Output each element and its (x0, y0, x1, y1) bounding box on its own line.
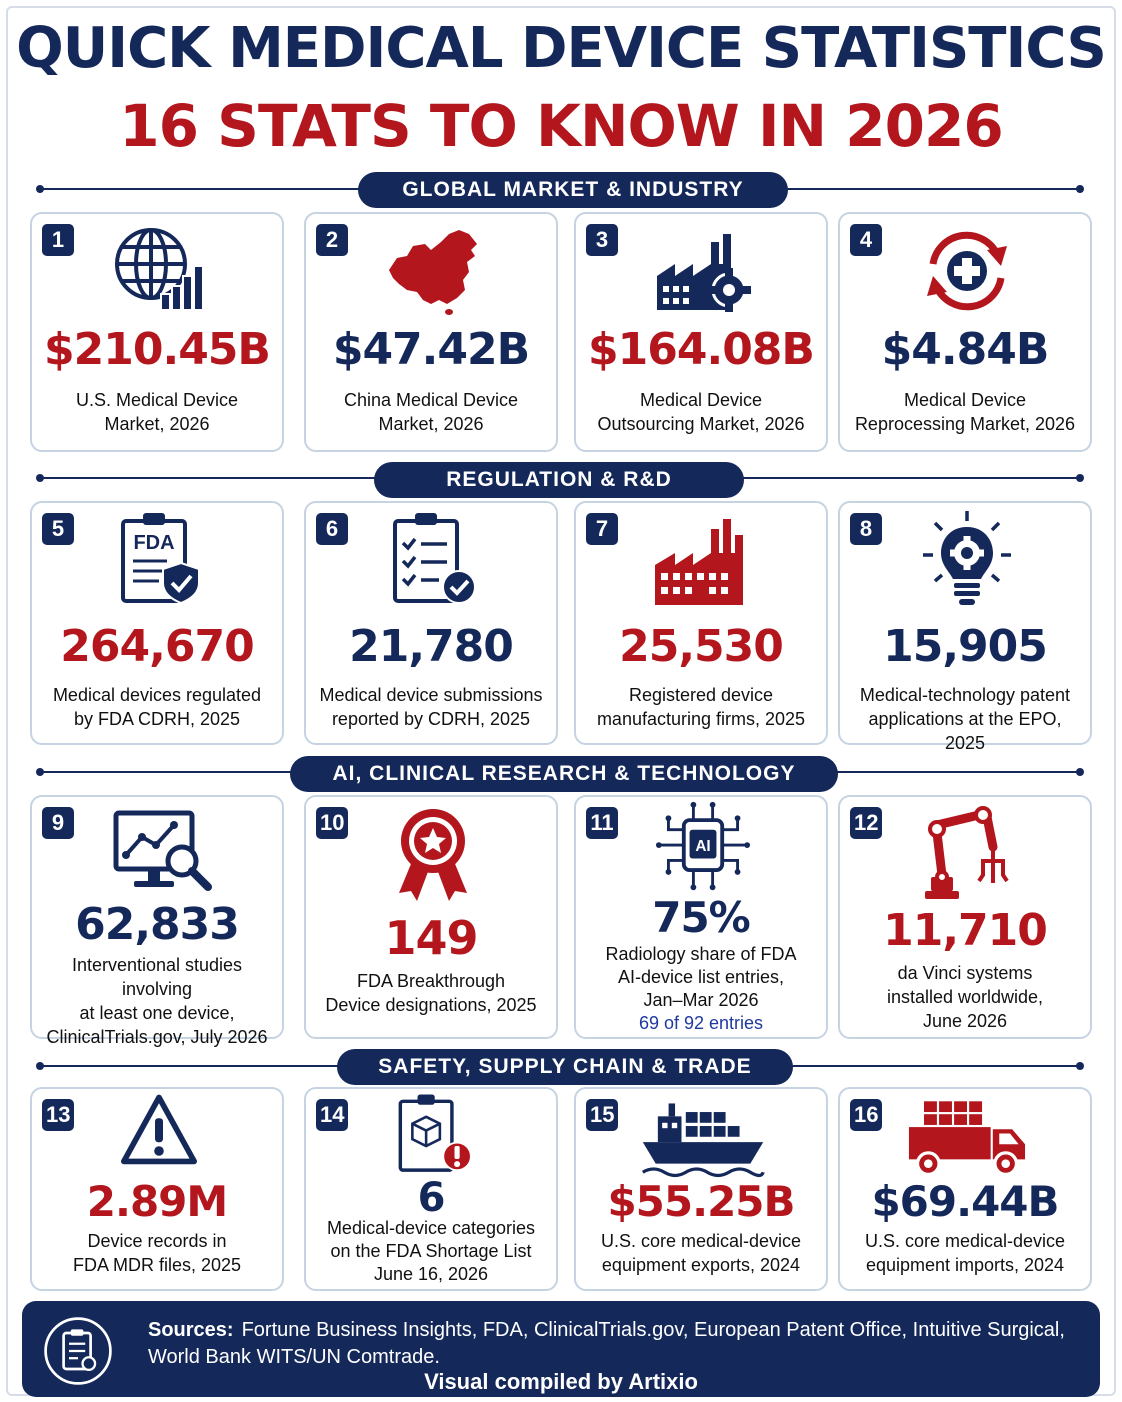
stat-description: da Vinci systems installed worldwide, June 2026 (886, 963, 1044, 1031)
stat-value: 2.89M (86, 1177, 228, 1226)
stat-card-9 (30, 795, 284, 1047)
stat-card-4 (838, 212, 1092, 452)
factory-gear-icon (653, 220, 753, 320)
stat-description: Medical-technology patent applications at the EPO, 2025 (859, 685, 1071, 753)
stat-subnote: 69 of 92 entries (638, 1013, 764, 1033)
stat-value: 6 (417, 1175, 445, 1221)
stat-description: U.S. Medical Device Market, 2026 (75, 390, 239, 434)
stat-number-badge: 12 (850, 807, 882, 839)
stat-number-badge: 10 (316, 807, 348, 839)
stat-value: 11,710 (883, 905, 1047, 956)
recycle-cross-icon (917, 220, 1017, 320)
page-subtitle: 16 STATS TO KNOW IN 2026 (119, 92, 1003, 160)
stat-number-badge: 3 (586, 224, 618, 256)
stat-number-badge: 11 (586, 807, 618, 839)
stat-number-badge: 2 (316, 224, 348, 256)
stat-number-badge: 7 (586, 513, 618, 545)
stat-value: $69.44B (871, 1177, 1059, 1226)
china-map-icon (383, 220, 483, 320)
stat-description: Medical Device Reprocessing Market, 2026 (854, 390, 1076, 434)
stat-number-badge: 15 (586, 1099, 618, 1131)
stat-value: 264,670 (60, 621, 254, 672)
monitor-search-icon (102, 803, 222, 903)
shortage-clipboard-icon (388, 1091, 478, 1177)
svg-text:FDA: FDA (133, 532, 175, 554)
stat-description: Medical-device categories on the FDA Shortage List June 16, 2026 (326, 1218, 536, 1284)
stat-card-5 (30, 501, 284, 745)
stat-card-8 (838, 501, 1092, 753)
section-header-safety-trade: SAFETY, SUPPLY CHAIN & TRADE (337, 1049, 793, 1085)
stat-number-badge: 16 (850, 1099, 882, 1131)
robotic-arm-icon (917, 803, 1017, 903)
stat-description: Medical Device Outsourcing Market, 2026 (597, 390, 805, 434)
stat-number-badge: 8 (850, 513, 882, 545)
stat-description: Registered device manufacturing firms, 2025 (596, 685, 806, 729)
stat-card-15 (574, 1087, 828, 1291)
stat-number-badge: 1 (42, 224, 74, 256)
stat-description: Radiology share of FDA AI-device list entries, Jan–Mar 2026 69 of 92 entries (582, 943, 820, 1035)
ai-chip-icon (653, 799, 753, 895)
stat-card-11 (574, 795, 828, 1039)
stat-number-badge: 9 (42, 807, 74, 839)
stat-value: 62,833 (75, 899, 239, 950)
stat-card-1 (30, 212, 284, 452)
stat-value: $55.25B (607, 1177, 795, 1226)
stat-description: Medical devices regulated by FDA CDRH, 2025 (52, 685, 262, 729)
stat-description: Medical device submissions reported by CDRH, 2025 (319, 685, 543, 729)
stat-description: U.S. core medical-device equipment exports, 2024 (600, 1231, 802, 1275)
stat-card-12 (838, 795, 1092, 1039)
cargo-truck-icon (902, 1097, 1032, 1183)
sources-label: Sources: (148, 1319, 234, 1341)
stat-card-13 (30, 1087, 284, 1291)
stat-value: 21,780 (349, 621, 513, 672)
warning-icon (119, 1091, 199, 1171)
stat-card-6 (304, 501, 558, 745)
stat-number-badge: 14 (316, 1099, 348, 1131)
stat-number-badge: 6 (316, 513, 348, 545)
globe-chart-icon (109, 220, 209, 320)
page-title: QUICK MEDICAL DEVICE STATISTICS (16, 16, 1106, 81)
stat-value: $4.84B (881, 324, 1049, 375)
section-header-ai-clinical: AI, CLINICAL RESEARCH & TECHNOLOGY (290, 756, 838, 792)
stat-number-badge: 4 (850, 224, 882, 256)
cargo-ship-icon (638, 1097, 768, 1183)
factory-icon (653, 509, 753, 609)
stat-card-10 (304, 795, 558, 1039)
svg-text:AI: AI (695, 837, 711, 855)
lightbulb-gear-icon (917, 509, 1017, 609)
sources-footer (22, 1301, 1100, 1397)
stat-description: FDA Breakthrough Device designations, 2025 (325, 971, 537, 1015)
stat-number-badge: 13 (42, 1099, 74, 1131)
stat-value: $164.08B (588, 324, 814, 375)
stat-description: Device records in FDA MDR files, 2025 (72, 1231, 242, 1275)
stat-value: 149 (384, 911, 478, 965)
award-ribbon-icon (383, 803, 483, 903)
stat-value: 15,905 (883, 621, 1047, 672)
stat-description: China Medical Device Market, 2026 (343, 390, 519, 434)
section-header-global-market: GLOBAL MARKET & INDUSTRY (358, 172, 788, 208)
sources-text: Sources: Fortune Business Insights, FDA, ClinicalTrials.gov, European Patent Office, Intuitive Surgical, World Bank WITS/UN Comtrade. (148, 1319, 1065, 1368)
stat-card-7 (574, 501, 828, 745)
credit-text: Visual compiled by Artixio (424, 1369, 698, 1394)
stat-card-2 (304, 212, 558, 452)
stat-description: U.S. core medical-device equipment imports, 2024 (864, 1231, 1066, 1275)
section-header-regulation: REGULATION & R&D (374, 462, 744, 498)
stat-value: $210.45B (44, 324, 270, 375)
fda-clipboard-shield-icon (109, 509, 209, 609)
checklist-clipboard-icon (383, 509, 483, 609)
stat-value: 25,530 (619, 621, 783, 672)
stat-value: 75% (652, 893, 750, 942)
stat-card-3 (574, 212, 828, 452)
stat-description: Interventional studies involving at least one device, ClinicalTrials.gov, July 2026 (46, 955, 268, 1047)
stat-value: $47.42B (332, 324, 530, 375)
stat-card-16 (838, 1087, 1092, 1291)
stat-card-14 (304, 1087, 558, 1291)
stat-number-badge: 5 (42, 513, 74, 545)
